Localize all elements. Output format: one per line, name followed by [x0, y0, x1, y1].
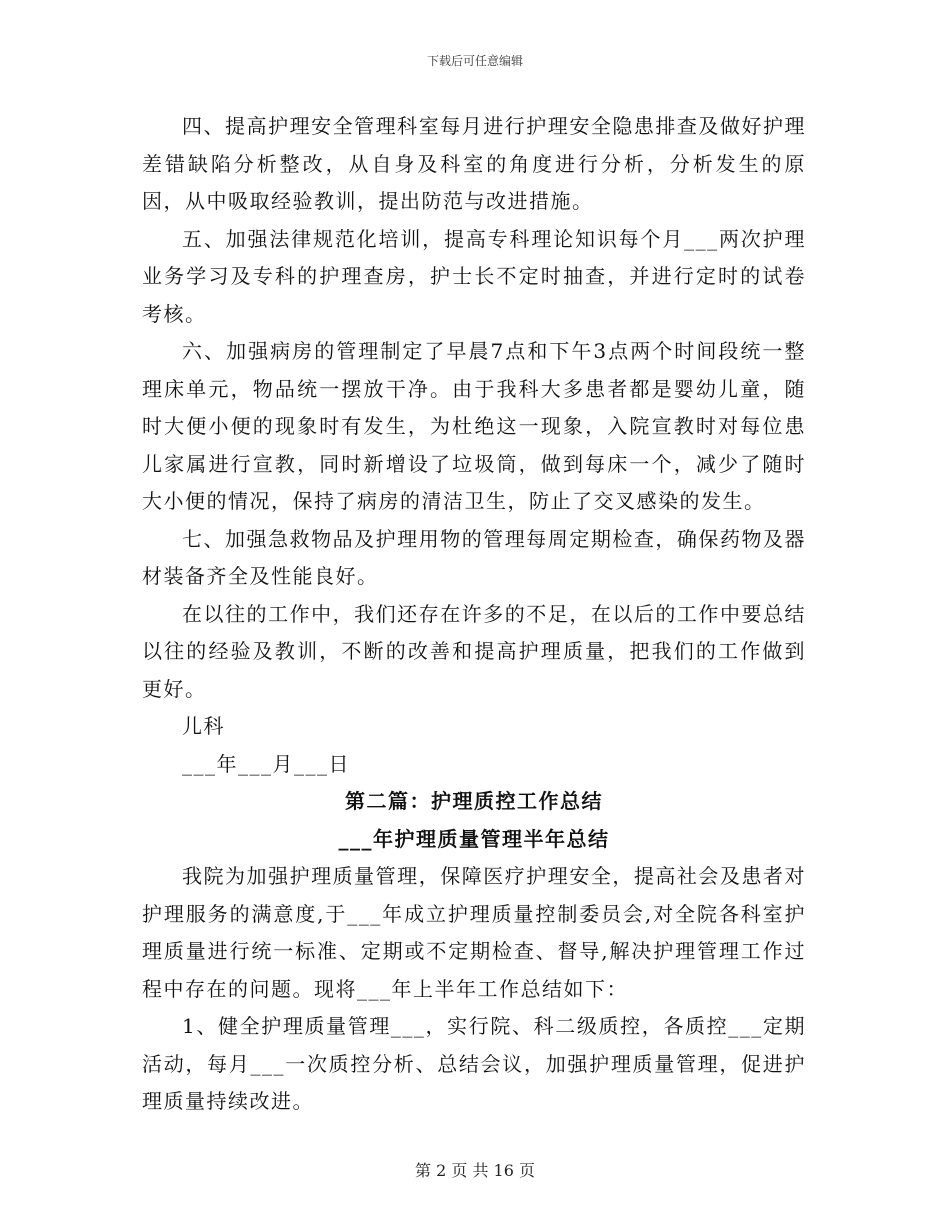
paragraph-item-4: 四、提高护理安全管理科室每月进行护理安全隐患排查及做好护理差错缺陷分析整改，从自身及科室的角度进行分析，分析发生的原因，从中吸取经验教训，提出防范与改进措施。: [142, 114, 806, 213]
paragraph-intro: 我院为加强护理质量管理，保障医疗护理安全，提高社会及患者对护理服务的满意度,于___年成立护理质量控制委员会,对全院各科室护理质量进行统一标准、定期或不定期检查、督导,解决护理管理工作过程中存在的问题。现将___年上半年工作总结如下：: [142, 864, 806, 1001]
paragraph-list-item-1: 1、健全护理质量管理___，实行院、科二级质控，各质控___定期活动，每月___一次质控分析、总结会议，加强护理质量管理，促进护理质量持续改进。: [142, 1014, 806, 1113]
section-subtitle: ___年护理质量管理半年总结: [338, 826, 610, 851]
paragraph-conclusion: 在以往的工作中，我们还存在许多的不足，在以后的工作中要总结以往的经验及教训，不断的改善和提高护理质量，把我们的工作做到更好。: [142, 601, 806, 701]
document-body: [142, 108, 806, 1121]
page-number: 第 2 页 共 16 页: [415, 1161, 535, 1180]
signature-date: ___年___月___日: [182, 751, 350, 776]
paragraph-item-7: 七、加强急救物品及护理用物的管理每周定期检查，确保药物及器材装备齐全及性能良好。: [142, 526, 806, 588]
paragraph-item-5: 五、加强法律规范化培训，提高专科理论知识每个月___两次护理业务学习及专科的护理查房，护士长不定时抽查，并进行定时的试卷考核。: [142, 226, 806, 326]
paragraph-item-6: 六、加强病房的管理制定了早晨7点和下午3点两个时间段统一整理床单元，物品统一摆放干净。由于我科大多患者都是婴幼儿童，随时大便小便的现象时有发生，为杜绝这一现象，入院宣教时对每位患儿家属进行宣教，同时新增设了垃圾筒，做到每床一个，减少了随时大小便的情况，保持了病房的清洁卫生，防止了交叉感染的发生。: [142, 339, 806, 513]
section-title: 第二篇：护理质控工作总结: [345, 789, 603, 813]
signature-department: 儿科: [182, 714, 225, 738]
page-header-note: 下载后可任意编辑: [426, 54, 523, 68]
